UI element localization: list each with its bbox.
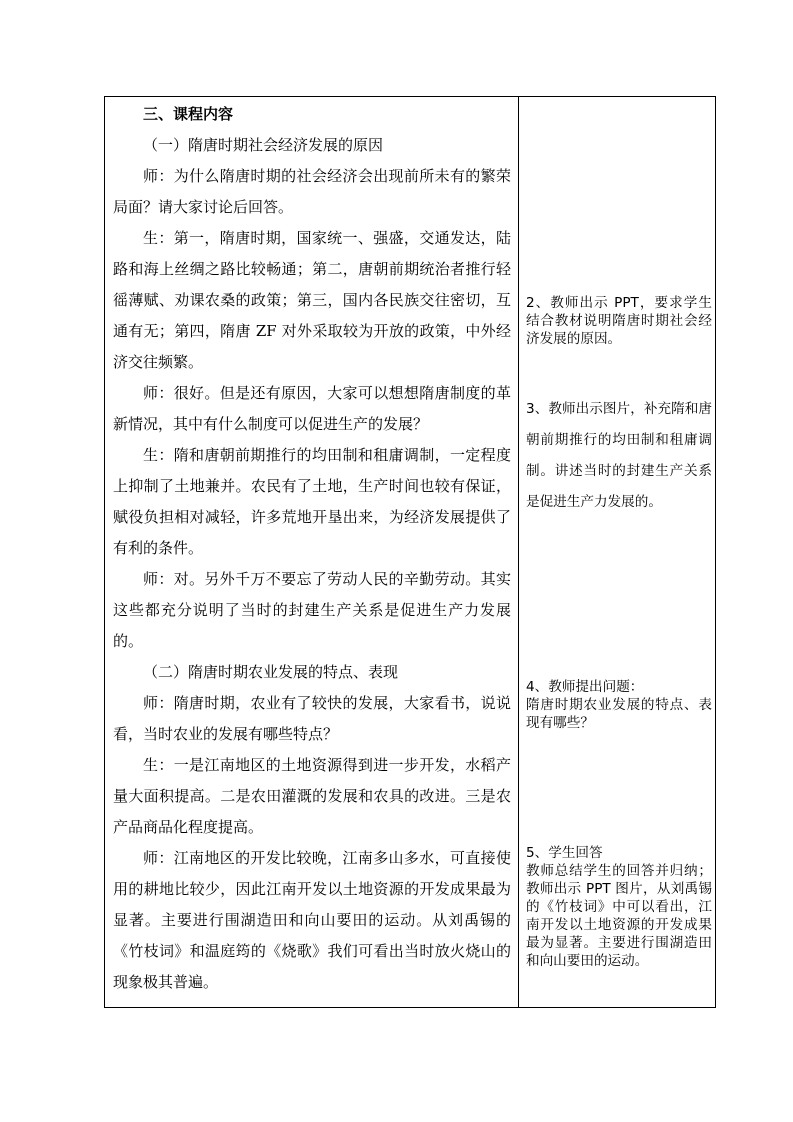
notes-column [519, 97, 715, 1007]
teacher-question-1: 师：为什么隋唐时期的社会经济会出现前所未有的繁荣局面？请大家讨论后回答。 [113, 167, 511, 216]
student-answer-1: 生：第一，隋唐时期，国家统一、强盛，交通发达，陆路和海上丝绸之路比较畅通；第二，唐朝前期统治者推行轻徭薄赋、劝课农桑的政策；第三，国内各民族交往密切，互通有无；第四，隋唐 ZF 对外采取较为开放的政策，中外经济交往频繁。 [113, 229, 511, 371]
teacher-question-3: 师：隋唐时期，农业有了较快的发展，大家看书，说说看，当时农业的发展有哪些特点？ [113, 694, 511, 743]
student-answer-3: 生：一是江南地区的土地资源得到进一步开发，水稻产量大面积提高。二是农田灌溉的发展和农具的改进。三是农产品商品化程度提高。 [113, 756, 511, 836]
note-3: 3、教师出示图片，补充隋和唐朝前期推行的均田制和租庸调制。讲述当时的封建生产关系是促进生产力发展的。 [526, 401, 712, 510]
note-5-title: 5、学生回答 [526, 845, 603, 861]
note-4-title: 4、教师提出问题： [526, 679, 644, 695]
content-column [105, 97, 518, 1007]
teacher-summary-1: 师：对。另外千万不要忘了劳动人民的辛勤劳动。其实这些都充分说明了当时的封建生产关系是促进生产力发展的。 [113, 570, 511, 650]
subheading-causes: （一）隋唐时期社会经济发展的原因 [143, 136, 384, 154]
note-4-body: 隋唐时期农业发展的特点、表现有哪些？ [526, 697, 712, 731]
note-5-body: 教师总结学生的回答并归纳；教师出示 PPT 图片，从刘禹锡的《竹枝词》中可以看出，江南开发以土地资源的开发成果最为显著。主要进行围湖造田和向山要田的运动。 [526, 863, 712, 969]
lesson-table [104, 96, 716, 1008]
teacher-explanation: 师：江南地区的开发比较晚，江南多山多水，可直接使用的耕地比较少，因此江南开发以土地资源的开发成果最为显著。主要进行围湖造田和向山要田的运动。从刘禹锡的《竹枝词》和温庭筠的《烧歌》我们可看出当时放火烧山的现象极其普遍。 [113, 849, 511, 991]
teacher-question-2: 师：很好。但是还有原因，大家可以想想隋唐制度的革新情况，其中有什么制度可以促进生产的发展？ [113, 384, 511, 433]
note-2: 2、教师出示 PPT，要求学生结合教材说明隋唐时期社会经济发展的原因。 [526, 295, 712, 347]
subheading-agriculture: （二）隋唐时期农业发展的特点、表现 [143, 663, 399, 681]
student-answer-2: 生：隋和唐朝前期推行的均田制和租庸调制，一定程度上抑制了土地兼并。农民有了土地，生产时间也较有保证，赋役负担相对减轻，许多荒地开垦出来，为经济发展提供了有利的条件。 [113, 446, 511, 557]
section-heading: 三、课程内容 [143, 105, 234, 123]
